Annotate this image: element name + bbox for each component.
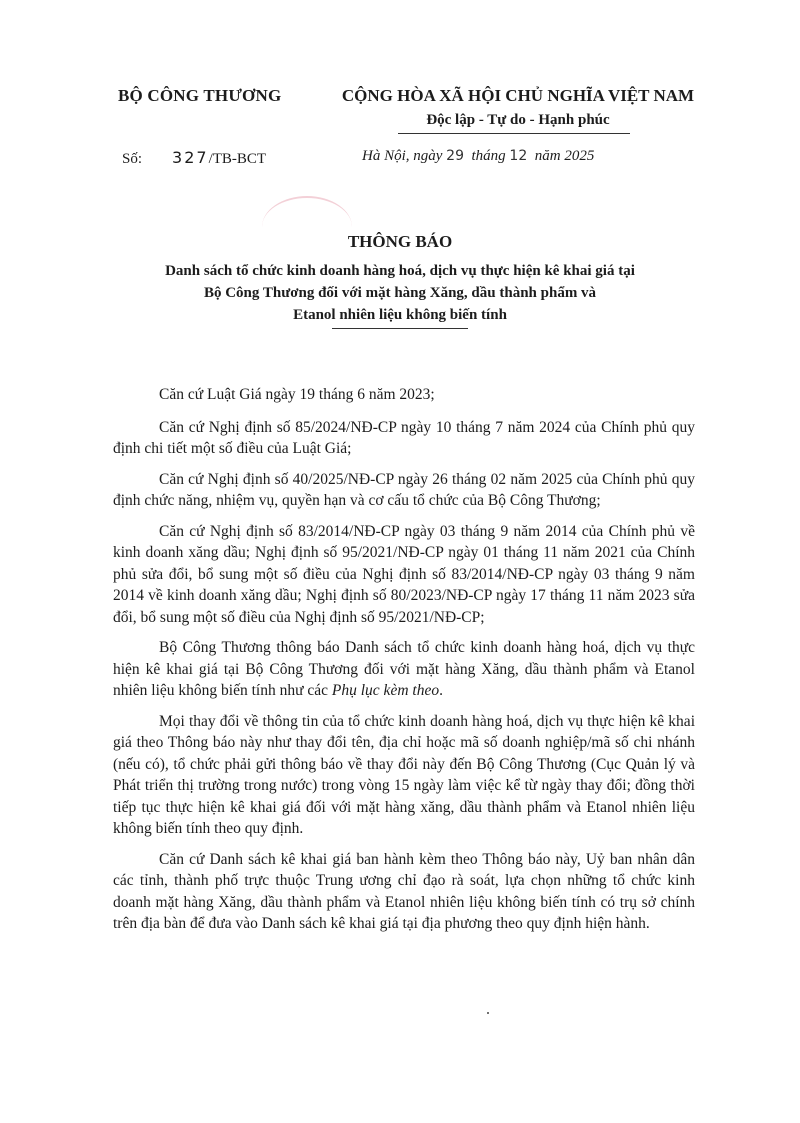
place-date (362, 148, 594, 165)
paragraph-legal-basis-4: Căn cứ Nghị định số 83/2014/NĐ-CP ngày 03 tháng 9 năm 2014 của Chính phủ về kinh doanh xăng dầu; Nghị định số 95/2021/NĐ-CP ngày 01 tháng 11 năm 2021 của Chính phủ sửa đổi, bổ sung một số điều của Nghị định số 83/2014/NĐ-CP ngày 03 tháng 9 năm 2014 về kinh doanh xăng dầu; Nghị định số 80/2023/NĐ-CP ngày 17 tháng 11 năm 2023 sửa đổi, bổ sung một số điều của Nghị định số 95/2021/NĐ-CP; (113, 522, 695, 626)
place-date-prefix: Hà Nội, ngày (362, 148, 443, 164)
appendix-reference: Phụ lục kèm theo (331, 682, 440, 699)
scan-speck (487, 1012, 489, 1014)
document-heading: THÔNG BÁO (347, 232, 453, 251)
announcement-end: . (439, 682, 443, 699)
year-label: năm 2025 (534, 148, 595, 164)
date-month: 12 (509, 148, 528, 164)
document-subtitle-line-3: Etanol nhiên liệu không biến tính (293, 307, 507, 323)
document-number (122, 148, 266, 168)
motto-underline (398, 133, 630, 134)
paragraph-announcement (113, 637, 695, 702)
title-block (100, 232, 700, 326)
month-label: tháng (471, 148, 506, 164)
announcement-text: Bộ Công Thương thông báo Danh sách tổ chức kinh doanh hàng hoá, dịch vụ thực hiện kê khai giá tại Bộ Công Thương đối với mặt hàng Xăng, dầu thành phẩm và Etanol nhiên liệu không biến tính như các (113, 639, 695, 699)
title-underline (332, 328, 468, 329)
document-body (113, 384, 695, 944)
paragraph-legal-basis-1: Căn cứ Luật Giá ngày 19 tháng 6 năm 2023; (159, 386, 435, 403)
doc-number-label: Số: (122, 151, 143, 167)
paragraph-legal-basis-3: Căn cứ Nghị định số 40/2025/NĐ-CP ngày 26 tháng 02 năm 2025 của Chính phủ quy định chức năng, nhiệm vụ, quyền hạn và cơ cấu tổ chức của Bộ Công Thương; (113, 470, 695, 509)
ministry-name: BỘ CÔNG THƯƠNG (118, 86, 282, 105)
document-subtitle-line-1: Danh sách tổ chức kinh doanh hàng hoá, dịch vụ thực hiện kê khai giá tại (165, 263, 635, 279)
date-day: 29 (446, 148, 464, 164)
document-subtitle-line-2: Bộ Công Thương đối với mặt hàng Xăng, dầu thành phẩm và (203, 285, 597, 301)
doc-number-suffix: /TB-BCT (208, 151, 267, 167)
paragraph-legal-basis-2: Căn cứ Nghị định số 85/2024/NĐ-CP ngày 10 tháng 7 năm 2024 của Chính phủ quy định chi tiết một số điều của Luật Giá; (113, 418, 695, 457)
doc-number-value: 327 (172, 148, 209, 167)
paragraph-changes: Mọi thay đổi về thông tin của tổ chức kinh doanh hàng hoá, dịch vụ thực hiện kê khai giá theo Thông báo này như thay đổi tên, địa chỉ hoặc mã số doanh nghiệp/mã số chi nhánh (nếu có), tổ chức phải gửi thông báo về thay đổi này đến Bộ Công Thương (Cục Quản lý và Phát triển thị trường trong nước) trong vòng 15 ngày làm việc kể từ ngày thay đổi; đồng thời tiếp tục thực hiện kê khai giá đối với mặt hàng xăng, dầu thành phẩm và Etanol nhiên liệu không biến tính theo quy định. (113, 712, 695, 837)
country-name: CỘNG HÒA XÃ HỘI CHỦ NGHĨA VIỆT NAM (341, 86, 695, 105)
national-header (318, 86, 718, 129)
national-motto: Độc lập - Tự do - Hạnh phúc (426, 112, 610, 128)
paragraph-provinces: Căn cứ Danh sách kê khai giá ban hành kèm theo Thông báo này, Uỷ ban nhân dân các tỉnh, thành phố trực thuộc Trung ương chỉ đạo rà soát, lựa chọn những tổ chức kinh doanh mặt hàng Xăng, dầu thành phẩm và Etanol nhiên liệu không biến tính có trụ sở chính trên địa bàn để đưa vào Danh sách kê khai giá tại địa phương theo quy định hiện hành. (113, 850, 695, 932)
